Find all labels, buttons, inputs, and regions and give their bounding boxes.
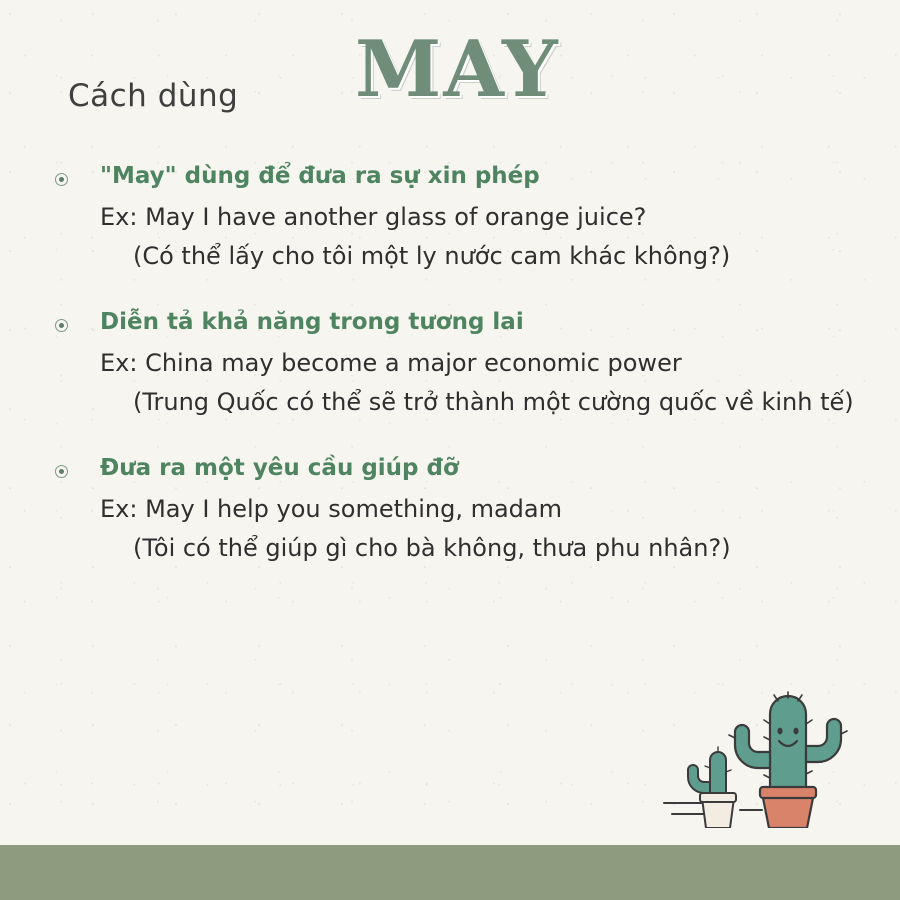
- usage-example: Ex: China may become a major economic power: [100, 349, 682, 378]
- usage-list: [0, 160, 900, 598]
- bullet-icon: [55, 173, 68, 186]
- list-item: [0, 452, 900, 564]
- usage-heading: Diễn tả khả năng trong tương lai: [100, 308, 524, 335]
- cactus-pots-icon: [662, 648, 852, 828]
- poster-header: [0, 0, 900, 160]
- usage-example: Ex: May I help you something, madam: [100, 495, 562, 524]
- usage-example: Ex: May I have another glass of orange juice?: [100, 203, 647, 232]
- usage-translation: (Trung Quốc có thể sẽ trở thành một cường quốc về kinh tế): [133, 387, 854, 416]
- bullet-icon: [55, 465, 68, 478]
- page-title: MAY: [355, 24, 560, 115]
- list-item: [0, 306, 900, 418]
- page-subtitle: Cách dùng: [68, 78, 239, 114]
- usage-translation: (Tôi có thể giúp gì cho bà không, thưa phu nhân?): [133, 533, 731, 562]
- usage-heading: Đưa ra một yêu cầu giúp đỡ: [100, 454, 459, 481]
- usage-translation: (Có thể lấy cho tôi một ly nước cam khác không?): [133, 241, 731, 270]
- bullet-icon: [55, 319, 68, 332]
- list-item: [0, 160, 900, 272]
- usage-heading: "May" dùng để đưa ra sự xin phép: [100, 163, 540, 189]
- footer-bar: [0, 845, 900, 900]
